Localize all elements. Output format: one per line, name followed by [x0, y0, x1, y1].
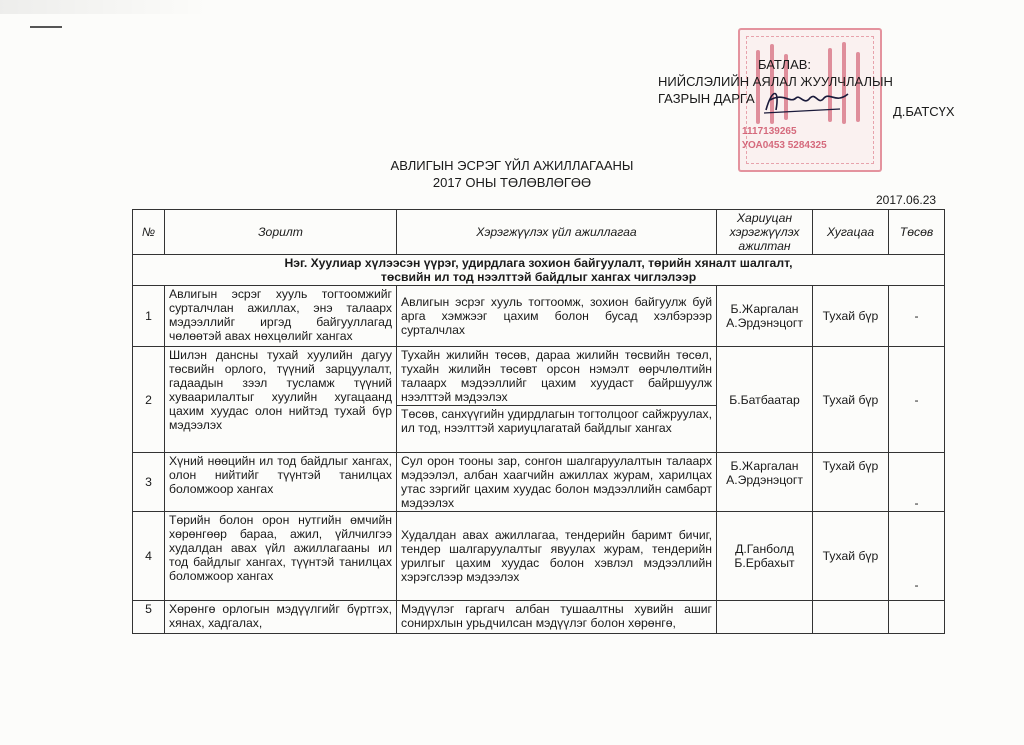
header-responsible: Хариуцан хэрэгжүүлэх ажилтан	[717, 210, 813, 255]
responsible-person: Д.Ганболд	[735, 542, 794, 556]
section-row	[133, 255, 945, 286]
budget-cell: -	[889, 286, 945, 347]
row-number: 2	[133, 347, 165, 453]
deadline-cell: Тухай бүр	[813, 453, 889, 512]
budget-cell	[889, 601, 945, 634]
signature-icon	[760, 84, 852, 116]
table-row	[133, 453, 945, 512]
goal-cell: Төрийн болон орон нутгийн өмчийн хөрөнгөөр бараа, ажил, үйлчилгээ худалдан авах үйл ажиллагааны ил тод байдлыг хангах, түүнтэй танилцах боломжоор хангах	[165, 512, 397, 601]
approval-position-2: ГАЗРЫН ДАРГА	[658, 91, 755, 106]
row-number: 4	[133, 512, 165, 601]
plan-table	[132, 209, 945, 634]
document-title	[0, 157, 1024, 191]
responsible-cell	[717, 601, 813, 634]
title-line-1: АВЛИГЫН ЭСРЭГ ҮЙЛ АЖИЛЛАГААНЫ	[390, 158, 634, 173]
approval-label: БАТЛАВ:	[758, 57, 812, 72]
activity-cell: Сул орон тооны зар, сонгон шалгаруулалтын талаарх мэдээлэл, албан хаагчийн ажиллах журам, харилцах утас зэргийг цахим хуудас болон мэдээллийн самбарт мэдээлэх	[397, 453, 717, 512]
goal-cell: Хүний нөөцийн ил тод байдлыг хангах, олон нийтийг түүнтэй танилцах боломжоор хангах	[165, 453, 397, 512]
stamp-number-1: 1117139265	[742, 126, 797, 137]
header-no: №	[133, 210, 165, 255]
goal-cell: Хөрөнгө орлогын мэдүүлгийг бүртгэх, хянах, хадгалах,	[165, 601, 397, 634]
responsible-person: Б.Жаргалан	[730, 459, 799, 473]
table-row	[133, 512, 945, 601]
deadline-cell: Тухай бүр	[813, 286, 889, 347]
approver-name: Д.БАТСҮХ	[893, 104, 955, 119]
budget-cell: -	[889, 453, 945, 512]
row-number: 1	[133, 286, 165, 347]
header-deadline: Хугацаа	[813, 210, 889, 255]
responsible-cell	[717, 286, 813, 347]
table-row	[133, 601, 945, 634]
goal-cell: Авлигын эсрэг хууль тогтоомжийг сурталчлан ажиллах, энэ талаарх мэдээллийг иргэд байгууллагад чөлөөтэй авах нөхцөлийг хангах	[165, 286, 397, 347]
deadline-cell: Тухай бүр	[813, 347, 889, 453]
scan-mark	[30, 26, 62, 28]
scan-edge-shadow	[0, 0, 210, 14]
title-line-2: 2017 ОНЫ ТӨЛӨВЛӨГӨӨ	[432, 175, 592, 190]
responsible-cell	[717, 453, 813, 512]
activity-cell: Худалдан авах ажиллагаа, тендерийн баримт бичиг, тендер шалгаруулалтыг явуулах журам, тендерийн урилгыг цахим хуудас болон хэвлэл мэдээллийн хэрэгслээр мэдээлэх	[397, 512, 717, 601]
stamp-number-2: УОА0453 5284325	[742, 140, 827, 151]
responsible-cell	[717, 512, 813, 601]
header-goal: Зорилт	[165, 210, 397, 255]
header-activity: Хэрэгжүүлэх үйл ажиллагаа	[397, 210, 717, 255]
responsible-person: А.Эрдэнэцогт	[726, 316, 803, 330]
section-title-2: төсвийн ил тод нээлттэй байдлыг хангах чиглэлээр	[380, 270, 697, 284]
section-title-1: Нэг. Хуулиар хүлээсэн үүрэг, удирдлага зохион байгуулалт, төрийн хяналт шалгалт,	[284, 256, 793, 270]
approval-position-1: НИЙСЛЭЛИЙН АЯЛАЛ ЖУУЛЧЛАЛЫН	[658, 74, 893, 89]
header-budget: Төсөв	[889, 210, 945, 255]
responsible-person: А.Эрдэнэцогт	[726, 473, 803, 487]
budget-cell: -	[889, 347, 945, 453]
row-number: 5	[133, 601, 165, 634]
row-number: 3	[133, 453, 165, 512]
activity-cell: Авлигын эсрэг хууль тогтоомж, зохион байгуулж буй арга хэмжээг цахим болон бусад хэлбэрээр сурталчлах	[397, 286, 717, 347]
responsible-person: Б.Жаргалан	[730, 302, 799, 316]
deadline-cell	[813, 601, 889, 634]
document-date: 2017.06.23	[876, 193, 937, 207]
responsible-cell: Б.Батбаатар	[717, 347, 813, 453]
table-header-row	[133, 210, 945, 255]
budget-cell: -	[889, 512, 945, 601]
deadline-cell: Тухай бүр	[813, 512, 889, 601]
activity-cell: Тухайн жилийн төсөв, дараа жилийн төсвийн төсөл, тухайн жилийн төсөвт орсон нэмэлт өөрчлөлтийн талаарх мэдээллийг цахим хуудаст байршуулж нээлттэй мэдээлэх	[397, 347, 717, 406]
goal-cell: Шилэн дансны тухай хуулийн дагуу төсвийн орлого, түүний зарцуулалт, гадаадын зээл тусламж түүний хуваарилалтыг хуулийн хугацаанд цахим хуудас олон нийтэд тухай бүр мэдээлэх	[165, 347, 397, 453]
responsible-person: Б.Ербахыт	[734, 556, 795, 570]
activity-cell: Мэдүүлэг гаргагч албан тушаалтны хувийн ашиг сонирхлын урьдчилсан мэдүүлэг болон хөрөнгө,	[397, 601, 717, 634]
activity-cell: Төсөв, санхүүгийн удирдлагын тогтолцоог сайжруулах, ил тод, нээлттэй хариуцлагатай байдлыг хангах	[397, 406, 717, 453]
table-row	[133, 286, 945, 347]
table-row	[133, 347, 945, 406]
